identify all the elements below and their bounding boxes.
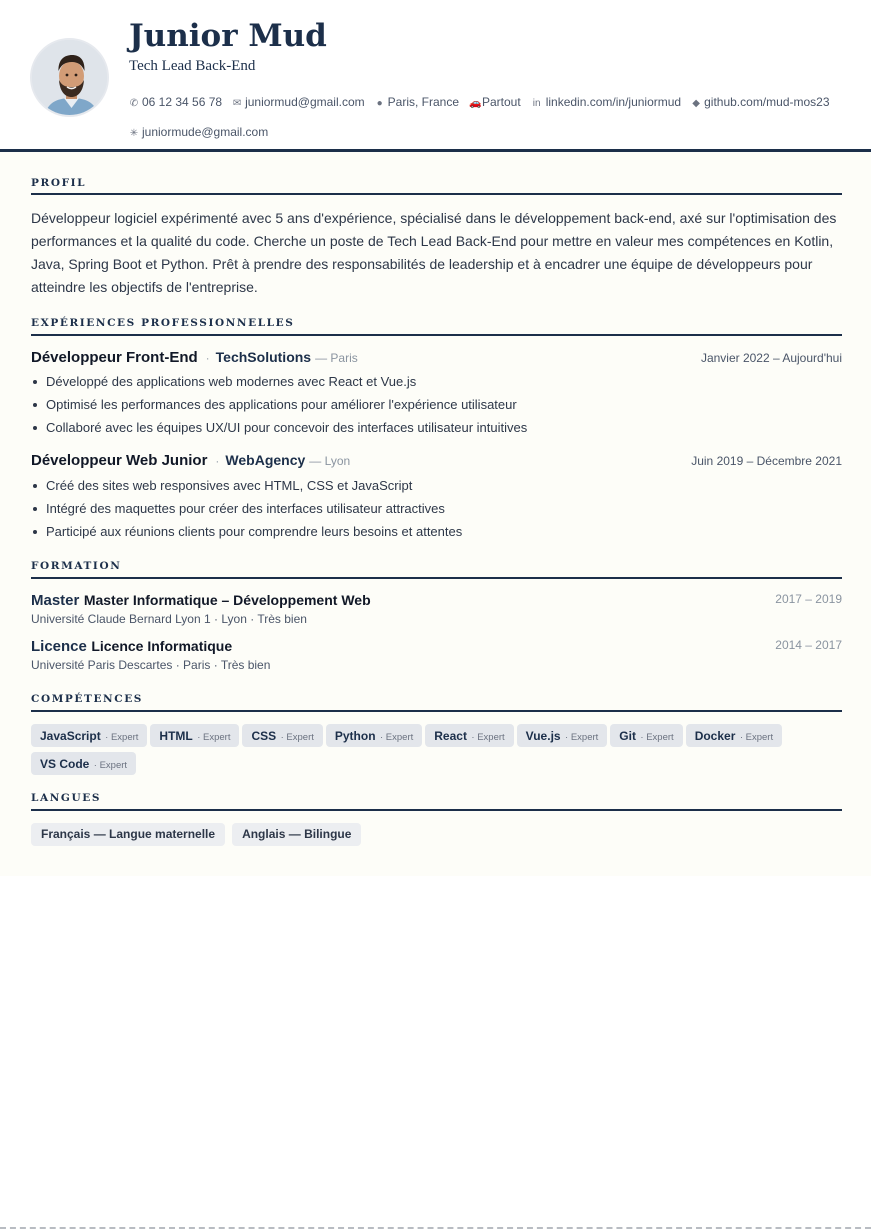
list-item: Collaboré avec les équipes UX/UI pour concevoir des interfaces utilisateur intuitives [31,416,831,439]
languages-list [31,823,842,846]
section-title-profile: PROFIL [31,177,87,189]
contact-item[interactable] [375,88,459,118]
experience-company: TechSolutions [215,349,312,365]
skill-level: · Expert [471,732,505,743]
skill-name: HTML [159,729,193,743]
star-icon: ✳ [129,128,139,139]
education-entry [31,638,842,672]
education-school: Université Claude Bernard Lyon 1 · Lyon · Très bien [31,612,307,626]
education-dates: 2014 – 2017 [775,638,842,652]
list-item: Créé des sites web responsives avec HTML, CSS et JavaScript [31,474,831,497]
resume-header [0,0,871,152]
profile-photo-icon [32,40,109,117]
section-title-experience: EXPÉRIENCES PROFESSIONNELLES [31,317,295,329]
skill-chip [425,724,513,747]
education-degree: Licence [31,638,87,655]
list-item: Participé aux réunions clients pour comprendre leurs besoins et attentes [31,520,831,543]
skill-name: Vue.js [525,729,561,743]
experience-header [31,452,842,472]
page-break-divider [0,1227,871,1229]
resume-body [0,152,871,876]
education-name: Licence Informatique [91,638,233,654]
skill-name: VS Code [40,757,90,771]
section-title-skills: COMPÉTENCES [31,693,143,705]
skill-level: · Expert [565,732,599,743]
skill-level: · Expert [380,732,414,743]
car-icon: 🚗 [469,98,482,109]
location-icon: ● [376,98,383,109]
skill-chip [150,724,239,747]
experience-role: Développeur Front-End [31,349,198,366]
experience-bullets [31,474,831,543]
skill-chip [242,724,322,747]
separator-dot: · [215,454,220,468]
list-item: Développé des applications web modernes avec React et Vue.js [31,370,831,393]
skill-name: React [434,729,467,743]
phone-icon: ✆ [129,98,139,109]
separator-dot: · [205,351,210,365]
experience-header [31,349,842,369]
skill-name: Docker [694,729,736,743]
education-name: Master Informatique – Développement Web [83,592,371,608]
list-item: Optimisé les performances des applications pour améliorer l'expérience utilisateur [31,393,831,416]
skill-level: · Expert [93,760,128,771]
skill-level: · Expert [739,732,774,743]
section-title-languages: LANGUES [31,792,102,804]
skill-chip [31,752,136,775]
contact-list [129,88,849,148]
skill-name: Git [619,729,636,743]
contact-item[interactable] [129,88,222,118]
contact-text: Paris, France [387,95,459,109]
profile-summary: Développeur logiciel expérimenté avec 5 ans d'expérience, spécialisé dans le développement back-end, axé sur l'optimisation des performances et la qualité du code. Cherche un poste de Tech Lead Back-End pour mettre en valeur mes compétences en Kotlin, Java, Spring Boot et Python. Prêt à prendre des responsabilités de leadership et à encadrer une équipe de développeurs pour atteindre les objectifs de l'entreprise. [31,210,837,295]
contact-text: linkedin.com/in/juniormud [545,95,682,109]
contact-item[interactable] [691,88,829,118]
section-divider [31,577,842,579]
experience-city: — Lyon [309,454,351,468]
education-dates: 2017 – 2019 [775,592,842,606]
candidate-name: Junior Mud [129,18,327,54]
contact-text: 06 12 34 56 78 [142,95,223,109]
contact-text: juniormude@gmail.com [142,125,269,139]
list-item: Intégré des maquettes pour créer des interfaces utilisateur attractives [31,497,831,520]
github-icon: ◆ [692,98,700,109]
contact-item[interactable] [129,118,268,148]
contact-item[interactable] [531,88,681,118]
job-title: Tech Lead Back-End [129,58,256,74]
section-title-education: FORMATION [31,560,122,572]
experience-bullets [31,370,831,439]
education-school: Université Paris Descartes · Paris · Très bien [31,658,271,672]
section-divider [31,334,842,336]
contact-text: Partout [482,95,521,109]
section-divider [31,809,842,811]
linkedin-icon: in [532,98,541,109]
skill-name: Python [334,729,376,743]
section-divider [31,710,842,712]
education-entry [31,592,842,626]
avatar [30,38,109,117]
experience-dates: Juin 2019 – Décembre 2021 [691,454,842,468]
experience-city: — Paris [315,351,358,365]
skill-chip [686,724,782,747]
contact-text: juniormud@gmail.com [245,95,365,109]
contact-item[interactable] [232,88,365,118]
skills-list [31,724,842,780]
contact-item[interactable] [469,88,521,118]
contact-text: github.com/mud-mos23 [704,95,830,109]
experience-dates: Janvier 2022 – Aujourd'hui [700,351,842,365]
skill-chip [517,724,608,747]
education-degree: Master [31,592,80,609]
skill-level: · Expert [197,732,231,743]
skill-chip [326,724,422,747]
skill-name: CSS [251,729,277,743]
experience-company: WebAgency [225,452,306,468]
skill-chip [610,724,682,747]
language-chip: Anglais — Bilingue [232,823,361,846]
skill-level: · Expert [280,732,314,743]
skill-name: JavaScript [40,729,101,743]
mail-icon: ✉ [232,98,242,109]
skill-chip [31,724,147,747]
section-divider [31,193,842,195]
experience-role: Développeur Web Junior [31,452,208,469]
skill-level: · Expert [105,732,139,743]
language-chip: Français — Langue maternelle [31,823,225,846]
skill-level: · Expert [640,732,674,743]
